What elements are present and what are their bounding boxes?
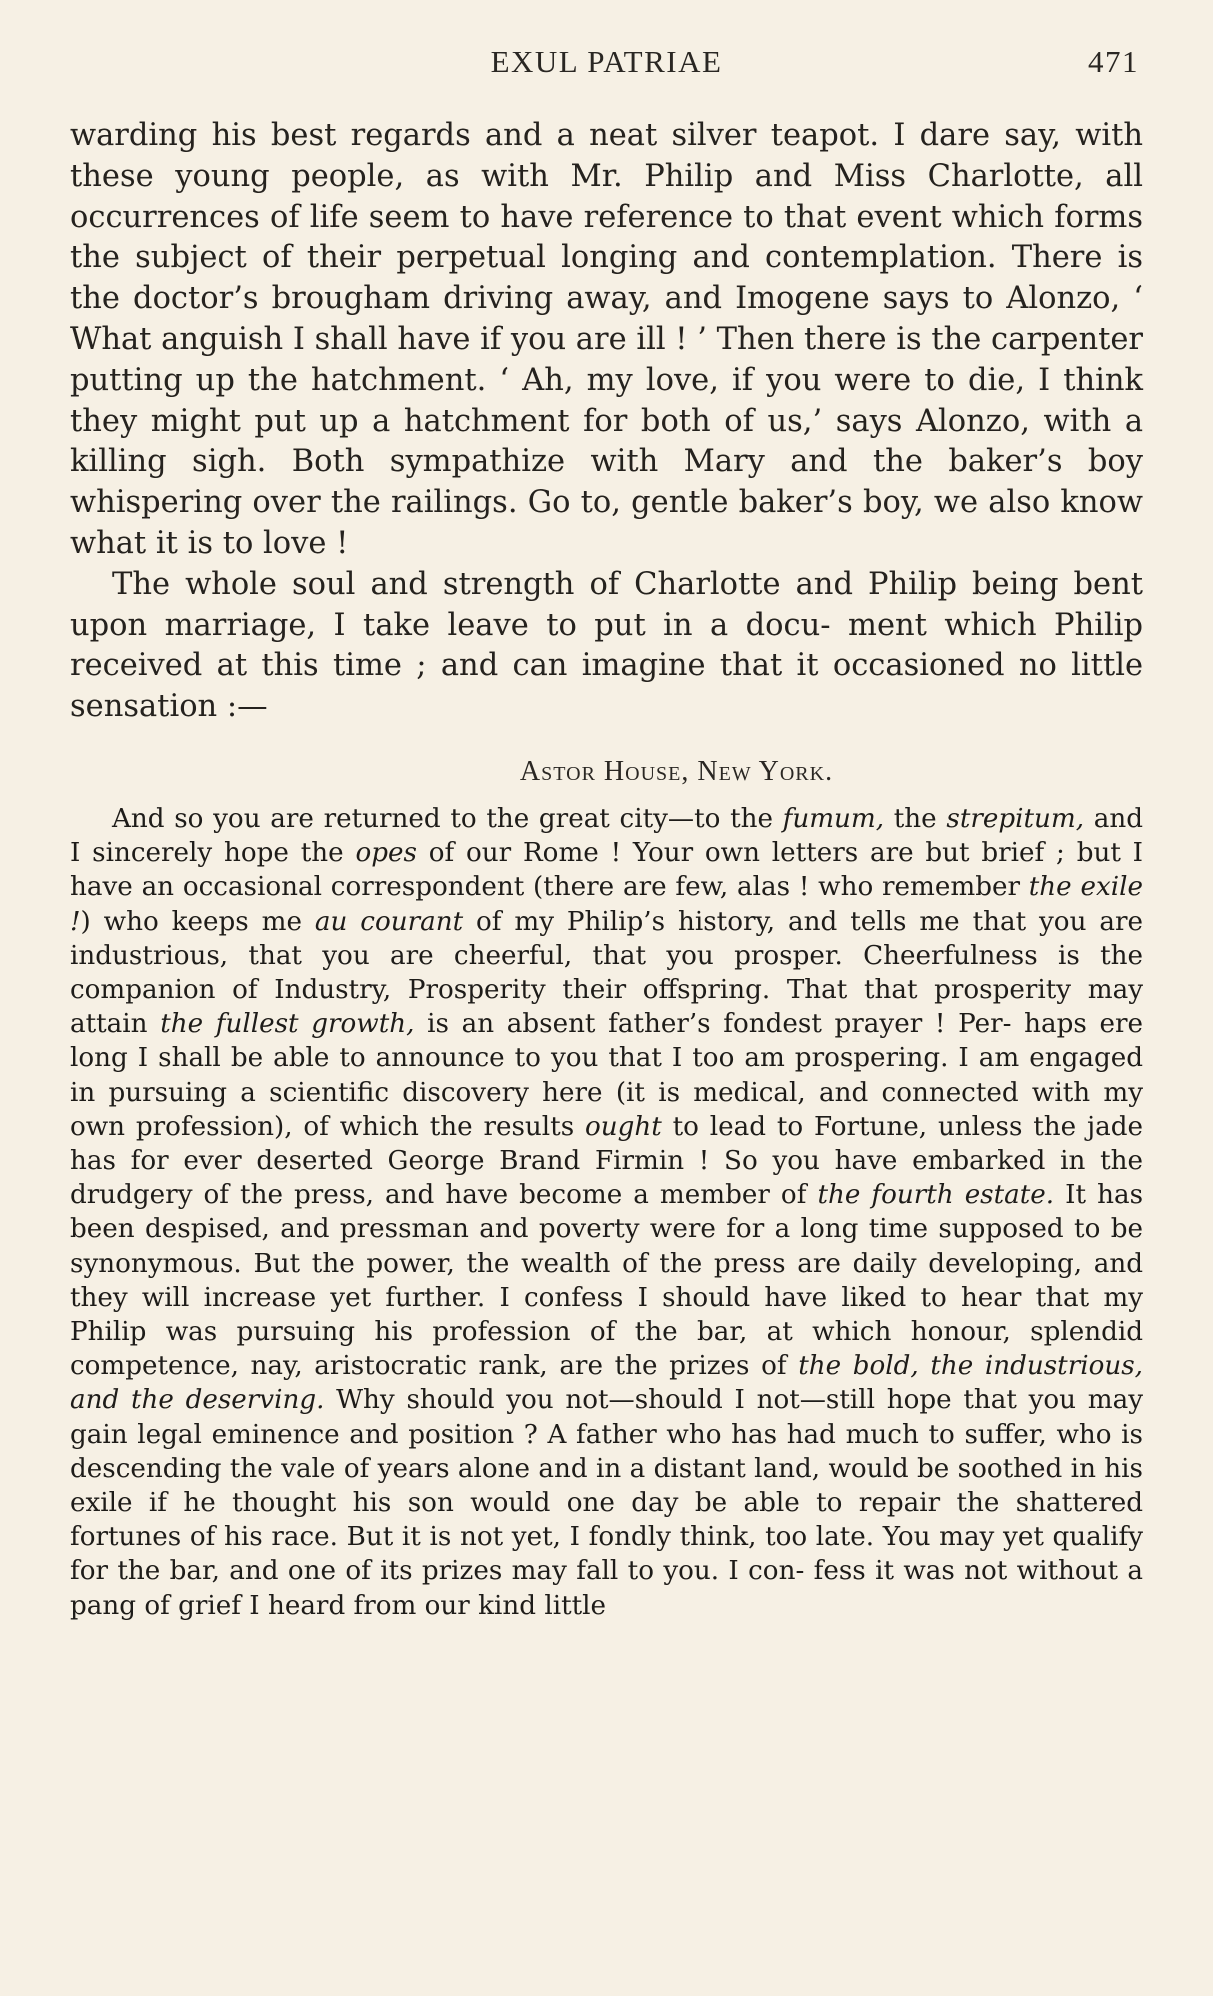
letter-italic: the exile ! xyxy=(70,872,1143,937)
letter-span: of our Rome ! Your own letters are but brief ; but I have an occasional correspondent (there are few, alas ! who remember xyxy=(70,838,1144,903)
letter-span: the xyxy=(884,803,947,834)
running-header xyxy=(70,44,1143,90)
letter-text xyxy=(70,802,1143,1623)
letter-span: ) who keeps me xyxy=(80,906,315,937)
page-number: 471 xyxy=(1088,44,1139,79)
letter-italic: the fourth estate. xyxy=(817,1180,1055,1211)
letter-span: and I sincerely hope the xyxy=(70,803,1143,869)
letter-italic: opes xyxy=(355,838,417,869)
letter-paragraph xyxy=(70,802,1143,1623)
letter-italic: fumum, xyxy=(782,803,885,834)
letter-italic: au courant xyxy=(314,906,464,937)
letter-italic: the bold, the industrious, and the deserving. xyxy=(70,1351,1143,1416)
book-page xyxy=(70,44,1143,1623)
letter-italic: ought xyxy=(584,1111,662,1142)
letter-span: It has been despised, and pressman and poverty were for a long time supposed to be synonymous. But the power, the wealth of the press are daily developing, and they will increase yet further. I confess I should have liked to hear that my Philip was pursuing his profession of the bar, at which honour, splendid competence, nay, aristocratic rank, are the prizes of xyxy=(70,1180,1144,1382)
letter-italic: strepitum, xyxy=(946,803,1085,834)
letter-span: And so you are returned to the great city—to the xyxy=(112,803,783,834)
paragraph-2: The whole soul and strength of Charlotte and Philip being bent upon marriage, I take leave to put in a docu- ment which Philip received at this time ; and can imagine that it occasioned no little sensation :— xyxy=(70,566,1143,725)
letter-italic: the fullest growth, xyxy=(160,1009,415,1040)
letter-span: is an absent father’s fondest prayer ! Per- haps ere long I shall be able to announce to you that I too am prospering. I am engaged in pursuing a scientific discovery here (it is medical, and connected with my own profession), of which the results xyxy=(70,1009,1143,1142)
letter-span: of my Philip’s history, and tells me that you are industrious, that you are cheerful, that you prosper. Cheerfulness is the companion of Industry, Prosperity their offspring. That that prosperity may attain xyxy=(70,906,1143,1040)
letter-span: to lead to Fortune, unless the jade has for ever deserted George Brand Firmin ! So you have embarked in the drudgery of the press, and have become a member of xyxy=(70,1111,1143,1211)
paragraph-1: warding his best regards and a neat silver teapot. I dare say, with these young people, as with Mr. Philip and Miss Charlotte, all occurrences of life seem to have reference to that event which forms the subject of their perpetual longing and contemplation. There is the doctor’s brougham driving away, and Imogene says to Alonzo, ‘ What anguish I shall have if you are ill ! ’ Then there is the carpenter putting up the hatchment. ‘ Ah, my love, if you were to die, I think they might put up a hatchment for both of us,’ says Alonzo, with a killing sigh. Both sympathize with Mary and the baker’s boy whispering over the railings. Go to, gentle baker’s boy, we also know what it is to love ! xyxy=(70,118,1143,561)
letter-span: Why should you not—should I not—still hope that you may gain legal eminence and position ? A father who has had much to suffer, who is descending the vale of years alone and in a distant land, would be soothed in his exile if he thought his son would one day be able to repair the shattered fortunes of his race. But it is not yet, I fondly think, too late. You may yet qualify for the bar, and one of its prizes may fall to you. I con- fess it was not without a pang of grief I heard from our kind little xyxy=(70,1385,1143,1621)
letter-heading: Astor House, New York. xyxy=(519,755,834,787)
main-text xyxy=(70,116,1143,728)
running-title: EXUL PATRIAE xyxy=(490,44,723,79)
